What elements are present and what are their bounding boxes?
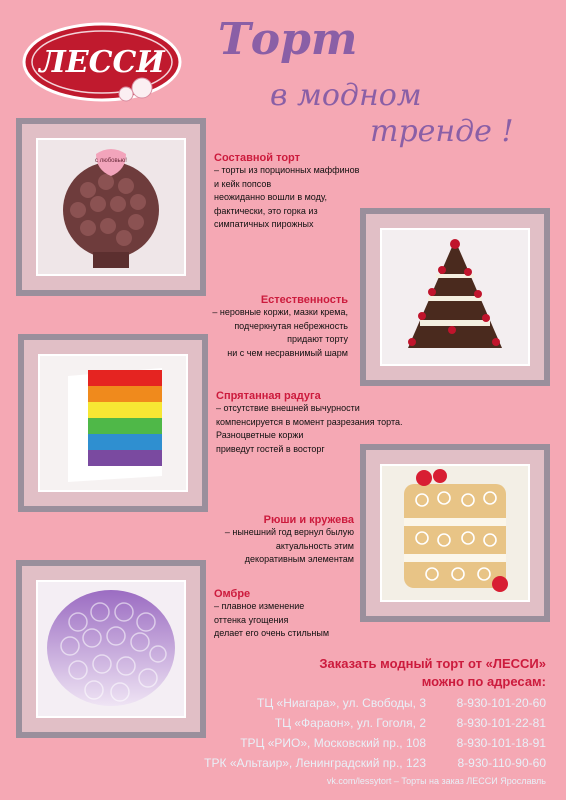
photo-naked-cake [380,228,530,366]
title-line2: в модном [270,78,422,113]
section-text-line: неожиданно вошли в моду, [214,192,327,202]
section-heading: Рюши и кружева [263,514,354,526]
photo-muffin-tower [36,138,186,276]
section-text-line: – плавное изменение [214,601,305,611]
section-text-line: декоративным элементам [244,554,354,564]
address-place: ТЦ «Ниагара», ул. Свободы, 3 [257,696,426,710]
address-phone: 8-930-110-90-60 [457,756,546,770]
section-text-line: актуальность этим [275,540,354,551]
section-text-line: – неровные коржи, мазки крема, [212,307,348,317]
photo-frame-4 [360,444,550,622]
photo-rainbow-cake [38,354,188,492]
section-5 [214,588,374,641]
logo [22,22,182,102]
section-heading: Естественность [260,294,348,306]
section-text-line: – нынешний год вернул былую [224,527,354,537]
section-text-line: фактически, это горка из [214,205,318,216]
section-1 [214,152,384,232]
section-text-line: и кейк попсов [214,178,272,189]
address-place: ТЦ «Фараон», ул. Гоголя, 2 [274,716,426,730]
order-line2: можно по адресам: [421,674,546,689]
section-text-line: – торты из порционных маффинов [214,165,360,175]
address-phone: 8-930-101-18-91 [456,736,546,750]
order-line1: Заказать модный торт от «ЛЕССИ» [319,656,546,671]
section-4 [170,514,354,567]
section-text-line: подчеркнутая небрежность [234,320,348,331]
photo-frame-1 [16,118,206,296]
photo-frame-2 [360,208,550,386]
logo-text: ЛЕССИ [39,45,165,80]
section-heading: Омбре [214,588,251,600]
section-text-line: компенсируется в момент разрезания торта. [216,416,403,427]
title-line3: тренде ! [370,114,514,149]
section-text-line: оттенка угощения [214,614,289,625]
photo-tag: с любовью! [95,158,127,164]
footer-link[interactable]: vk.com/lessytort – Торты на заказ ЛЕССИ Ярославль [326,776,546,786]
section-heading: Составной торт [214,152,301,164]
section-text-line: – отсутствие внешней вычурности [216,403,360,413]
section-text-line: ни с чем несравнимый шарм [227,347,348,358]
order-heading [319,655,546,691]
photo-lace-cake [380,464,530,602]
address-row-3 [240,736,546,750]
address-row-2 [275,716,546,730]
section-text-line: делает его очень стильным [214,628,330,638]
section-text-line: приведут гостей в восторг [216,443,325,454]
address-row-4 [204,756,546,770]
section-text-line: Разноцветные коржи [216,430,304,440]
section-heading: Спрятанная радуга [216,390,321,402]
photo-frame-5 [16,560,206,738]
title-line1: Торт [218,14,358,65]
address-phone: 8-930-101-22-81 [456,716,546,730]
address-place: ТРЦ «РИО», Московский пр., 108 [240,736,426,750]
address-phone: 8-930-101-20-60 [456,696,546,710]
section-text-line: симпатичных пирожных [214,219,314,229]
address-row-1 [257,696,546,710]
address-place: ТРК «Альтаир», Ленинградский пр., 123 [204,756,426,770]
section-text-line: придают торту [287,334,348,344]
photo-ombre-cake [36,580,186,718]
photo-frame-3 [18,334,208,512]
